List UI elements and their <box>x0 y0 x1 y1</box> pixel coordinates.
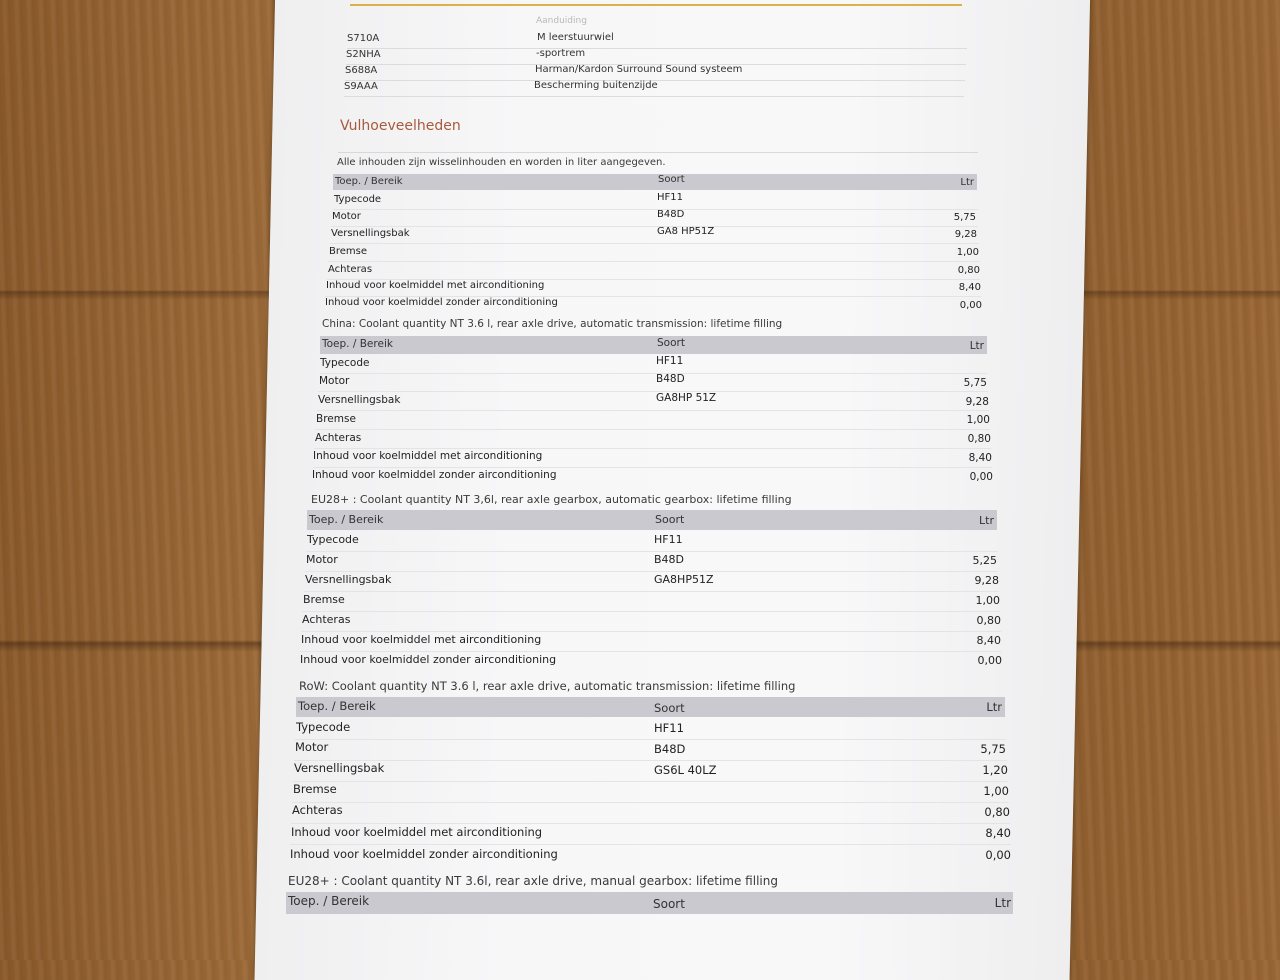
row-soort: HF11 <box>654 533 683 546</box>
table-header <box>320 336 987 354</box>
table-header <box>296 697 1005 717</box>
row-label: Typecode <box>334 194 382 205</box>
row-label: Versnellingsbak <box>318 394 401 406</box>
row-soort: GA8 HP51Z <box>657 226 715 237</box>
option-desc: -sportrem <box>536 48 586 59</box>
row-ltr: 0,80 <box>957 265 980 276</box>
row-label: Bremse <box>329 246 368 257</box>
row-label: Typecode <box>320 357 370 369</box>
table-header <box>307 510 997 530</box>
section-intro: Alle inhouden zijn wisselinhouden en worden in liter aangegeven. <box>337 157 666 168</box>
header-col-soort: Soort <box>655 513 685 526</box>
row-label: Achteras <box>315 432 362 444</box>
row-ltr: 5,75 <box>963 377 987 389</box>
header-col-toep: Toep. / Bereik <box>335 176 403 187</box>
table-row <box>333 192 978 210</box>
header-col-soort: Soort <box>653 897 685 911</box>
row-ltr: 1,00 <box>956 247 979 258</box>
row-ltr: 0,00 <box>977 654 1002 667</box>
row-soort: B48D <box>654 742 686 756</box>
table-row <box>318 373 988 392</box>
row-ltr: 5,25 <box>972 554 997 567</box>
row-label: Motor <box>295 740 329 754</box>
option-desc: Bescherming buitenzijde <box>534 80 658 91</box>
row-ltr: 1,00 <box>983 784 1009 798</box>
option-code: S688A <box>345 65 378 76</box>
table-row <box>317 392 989 411</box>
row-soort: B48D <box>656 373 685 385</box>
row-soort: HF11 <box>654 721 684 735</box>
table-row <box>299 651 1002 671</box>
table-row <box>291 802 1010 824</box>
row-soort: GS6L 40LZ <box>654 763 717 777</box>
header-col-toep: Toep. / Bereik <box>288 894 370 908</box>
header-col-soort: Soort <box>657 337 685 349</box>
table-note: China: Coolant quantity NT 3.6 l, rear axle drive, automatic transmission: lifetime filling <box>322 318 783 330</box>
header-col-soort: Soort <box>658 174 685 185</box>
row-ltr: 5,75 <box>980 742 1006 756</box>
table-header <box>286 892 1013 914</box>
row-label: Versnellingsbak <box>331 228 410 239</box>
header-col-toep: Toep. / Bereik <box>298 699 376 713</box>
row-ltr: 1,00 <box>966 414 990 426</box>
table-row <box>289 844 1011 866</box>
header-col-toep: Toep. / Bereik <box>322 338 393 350</box>
table-row <box>300 631 1001 652</box>
row-ltr: 8,40 <box>985 826 1011 840</box>
row-ltr: 0,00 <box>969 471 993 483</box>
row-ltr: 8,40 <box>976 634 1001 647</box>
row-ltr: 9,28 <box>954 229 977 240</box>
options-column-header: Aanduiding <box>536 16 587 26</box>
row-label: Inhoud voor koelmiddel zonder airconditioning <box>325 297 558 308</box>
table-row <box>314 430 991 449</box>
row-label: Versnellingsbak <box>305 573 392 586</box>
table-row <box>304 571 999 592</box>
row-ltr: 0,80 <box>984 805 1010 819</box>
row-label: Achteras <box>302 613 351 626</box>
row-label: Typecode <box>307 533 359 546</box>
row-label: Versnellingsbak <box>294 761 385 775</box>
table-row <box>292 781 1009 803</box>
row-ltr: 0,80 <box>976 614 1001 627</box>
table-row <box>306 531 998 552</box>
option-row <box>345 64 965 81</box>
header-accent-line <box>350 4 962 6</box>
row-label: Inhoud voor koelmiddel met airconditioning <box>291 825 543 839</box>
row-label: Bremse <box>303 593 345 606</box>
row-label: Bremse <box>293 782 337 796</box>
section-title: Vulhoeveelheden <box>340 118 461 134</box>
table-row <box>327 262 980 280</box>
table-header <box>333 174 977 190</box>
header-col-toep: Toep. / Bereik <box>309 513 384 526</box>
row-ltr: 8,40 <box>968 452 992 464</box>
row-ltr: 5,75 <box>953 212 976 223</box>
row-ltr: 1,20 <box>982 763 1008 777</box>
row-label: Inhoud voor koelmiddel met airconditioning <box>301 633 542 646</box>
option-code: S710A <box>347 33 380 44</box>
row-soort: B48D <box>654 553 685 566</box>
table-row <box>315 411 990 430</box>
header-col-ltr: Ltr <box>986 700 1002 714</box>
row-soort: HF11 <box>657 192 683 203</box>
section-divider <box>338 152 978 153</box>
table-row <box>324 296 982 314</box>
row-ltr: 0,00 <box>959 300 982 311</box>
row-label: Achteras <box>328 264 373 275</box>
table-row <box>293 760 1008 782</box>
option-code: S2NHA <box>346 49 381 60</box>
row-label: Inhoud voor koelmiddel zonder airconditioning <box>300 653 557 666</box>
table-row <box>305 551 998 572</box>
table-row <box>295 718 1006 740</box>
row-ltr: 1,00 <box>975 594 1000 607</box>
table-row <box>313 449 992 468</box>
row-label: Inhoud voor koelmiddel zonder airconditioning <box>312 469 557 481</box>
row-ltr: 0,80 <box>967 433 991 445</box>
header-col-ltr: Ltr <box>979 514 994 527</box>
table-row <box>325 279 981 297</box>
row-label: Inhoud voor koelmiddel met airconditioning <box>326 280 545 291</box>
header-col-ltr: Ltr <box>969 340 984 352</box>
table-row <box>330 226 979 244</box>
option-row <box>346 48 966 65</box>
table-note: EU28+ : Coolant quantity NT 3.6l, rear axle drive, manual gearbox: lifetime filling <box>288 874 778 888</box>
row-label: Bremse <box>316 413 356 425</box>
row-label: Motor <box>306 553 338 566</box>
row-soort: B48D <box>657 209 685 220</box>
option-desc: M leerstuurwiel <box>537 32 614 43</box>
option-row <box>347 32 967 49</box>
table-row <box>302 591 1000 612</box>
table-row <box>320 355 987 374</box>
table-row <box>331 209 978 227</box>
table-row <box>328 244 980 262</box>
row-ltr: 8,40 <box>958 282 981 293</box>
header-col-ltr: Ltr <box>960 177 974 188</box>
option-row <box>344 80 964 97</box>
row-label: Motor <box>319 375 350 387</box>
table-row <box>311 468 993 487</box>
option-desc: Harman/Kardon Surround Sound systeem <box>535 64 743 75</box>
table-note: RoW: Coolant quantity NT 3.6 l, rear axle drive, automatic transmission: lifetime filling <box>299 679 796 693</box>
row-soort: GA8HP51Z <box>654 573 714 586</box>
table-row <box>301 611 1001 632</box>
row-label: Motor <box>332 211 361 222</box>
table-row <box>294 739 1007 761</box>
table-note: EU28+ : Coolant quantity NT 3,6l, rear axle gearbox, automatic gearbox: lifetime filling <box>311 493 792 506</box>
row-label: Inhoud voor koelmiddel zonder airconditioning <box>290 847 558 861</box>
row-ltr: 9,28 <box>974 574 999 587</box>
row-label: Typecode <box>296 720 351 734</box>
row-ltr: 0,00 <box>985 848 1011 862</box>
row-label: Inhoud voor koelmiddel met airconditioning <box>313 450 543 462</box>
header-col-ltr: Ltr <box>994 896 1011 910</box>
row-soort: HF11 <box>656 355 684 367</box>
option-code: S9AAA <box>344 81 378 92</box>
row-ltr: 9,28 <box>965 396 989 408</box>
header-col-soort: Soort <box>654 701 685 715</box>
row-soort: GA8HP 51Z <box>656 392 717 404</box>
table-row <box>290 823 1011 845</box>
row-label: Achteras <box>292 803 343 817</box>
